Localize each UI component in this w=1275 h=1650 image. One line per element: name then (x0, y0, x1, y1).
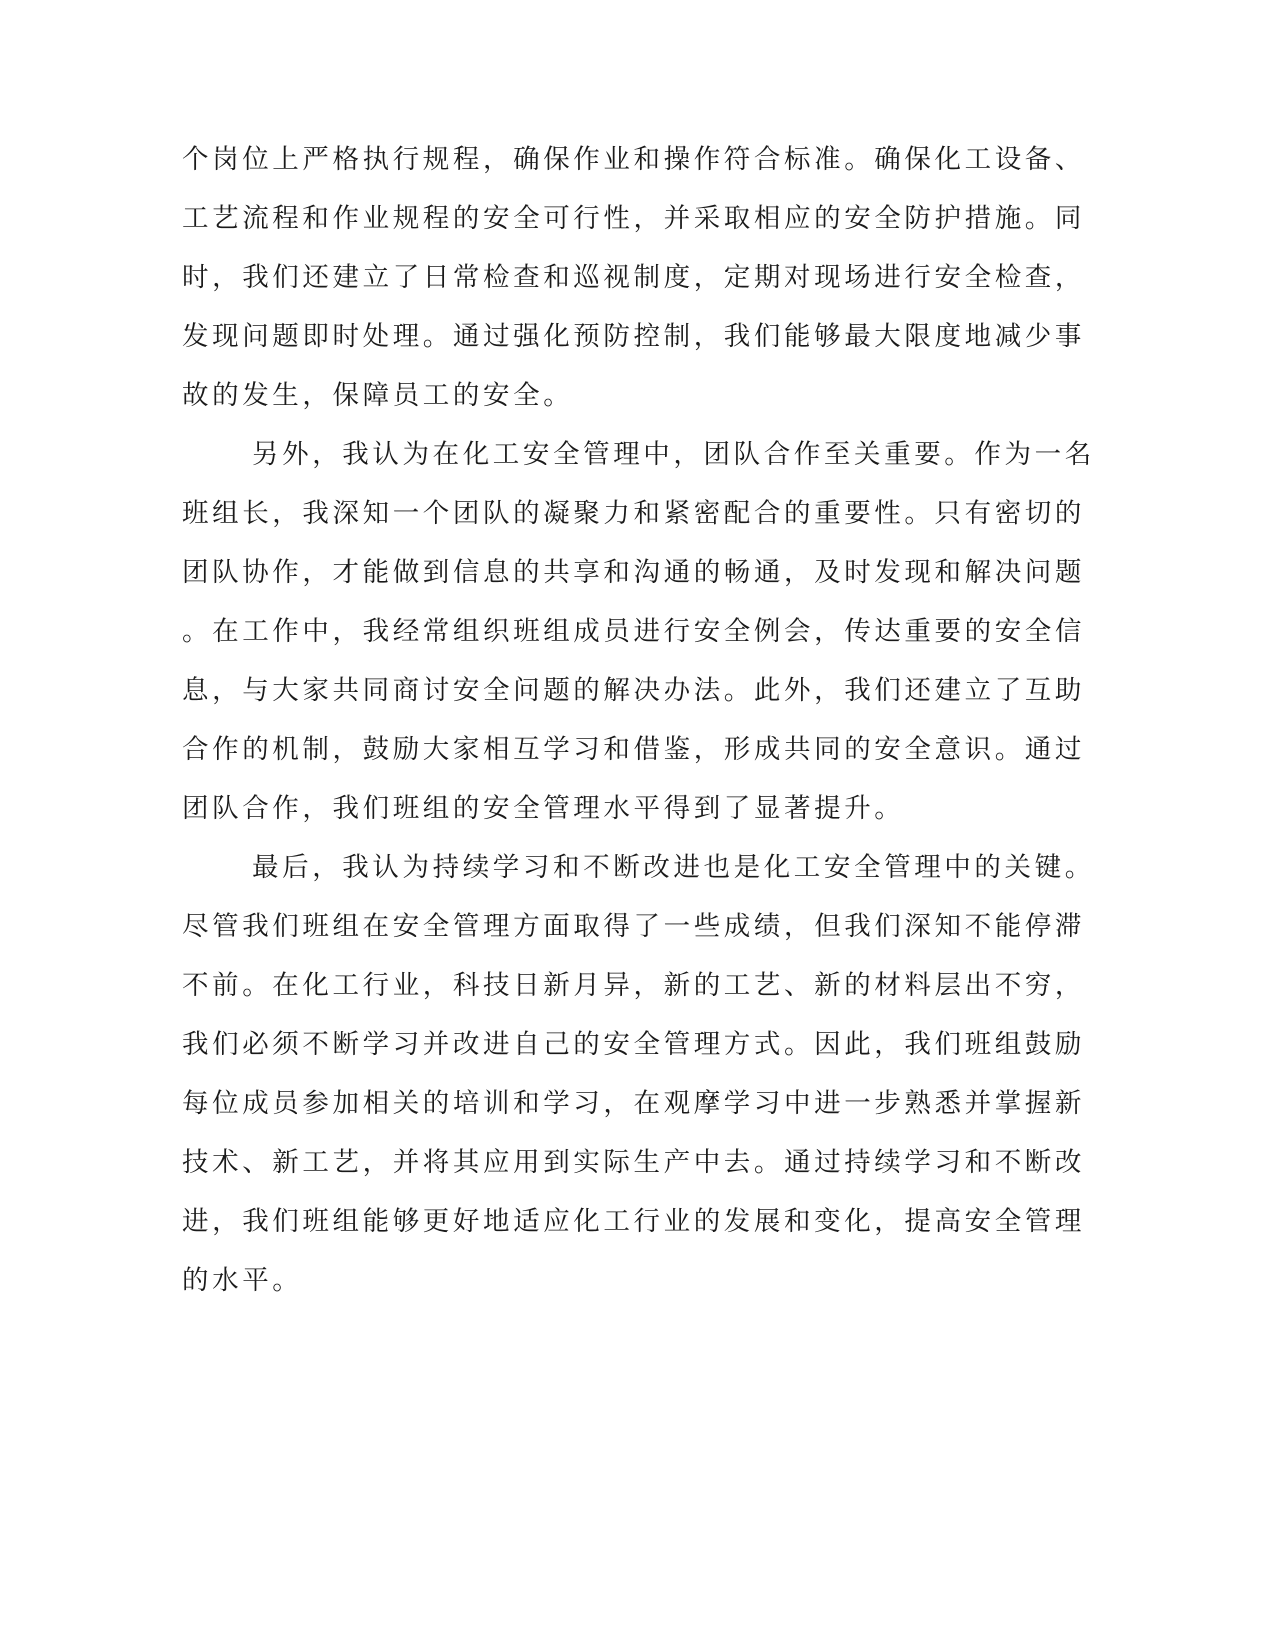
text-line: 不前。在化工行业，科技日新月异，新的工艺、新的材料层出不穷， (182, 970, 1085, 1001)
paragraph-start-line: 最后，我认为持续学习和不断改进也是化工安全管理中的关键。 (252, 852, 1095, 883)
text-line: 进，我们班组能够更好地适应化工行业的发展和变化，提高安全管理 (182, 1206, 1085, 1237)
text-line: 个岗位上严格执行规程，确保作业和操作符合标准。确保化工设备、 (182, 144, 1085, 175)
text-line: 的水平。 (182, 1265, 303, 1296)
text-line: 技术、新工艺，并将其应用到实际生产中去。通过持续学习和不断改 (182, 1147, 1085, 1178)
text-line: 我们必须不断学习并改进自己的安全管理方式。因此，我们班组鼓励 (182, 1029, 1085, 1060)
text-line: 工艺流程和作业规程的安全可行性，并采取相应的安全防护措施。同 (182, 203, 1085, 234)
text-line: 班组长，我深知一个团队的凝聚力和紧密配合的重要性。只有密切的 (182, 498, 1085, 529)
paragraph-start-line: 另外，我认为在化工安全管理中，团队合作至关重要。作为一名 (252, 439, 1095, 470)
text-line: 故的发生，保障员工的安全。 (182, 380, 574, 411)
text-line: 团队合作，我们班组的安全管理水平得到了显著提升。 (182, 793, 905, 824)
text-line: 每位成员参加相关的培训和学习，在观摩学习中进一步熟悉并掌握新 (182, 1088, 1085, 1119)
body-text (182, 130, 1095, 1310)
text-line: 时，我们还建立了日常检查和巡视制度，定期对现场进行安全检查， (182, 262, 1085, 293)
text-line: 合作的机制，鼓励大家相互学习和借鉴，形成共同的安全意识。通过 (182, 734, 1085, 765)
text-line: 尽管我们班组在安全管理方面取得了一些成绩，但我们深知不能停滞 (182, 911, 1085, 942)
text-line: 发现问题即时处理。通过强化预防控制，我们能够最大限度地减少事 (182, 321, 1085, 352)
text-line: 。在工作中，我经常组织班组成员进行安全例会，传达重要的安全信 (182, 616, 1085, 647)
text-line: 息，与大家共同商讨安全问题的解决办法。此外，我们还建立了互助 (182, 675, 1085, 706)
text-line: 团队协作，才能做到信息的共享和沟通的畅通，及时发现和解决问题 (182, 557, 1085, 588)
